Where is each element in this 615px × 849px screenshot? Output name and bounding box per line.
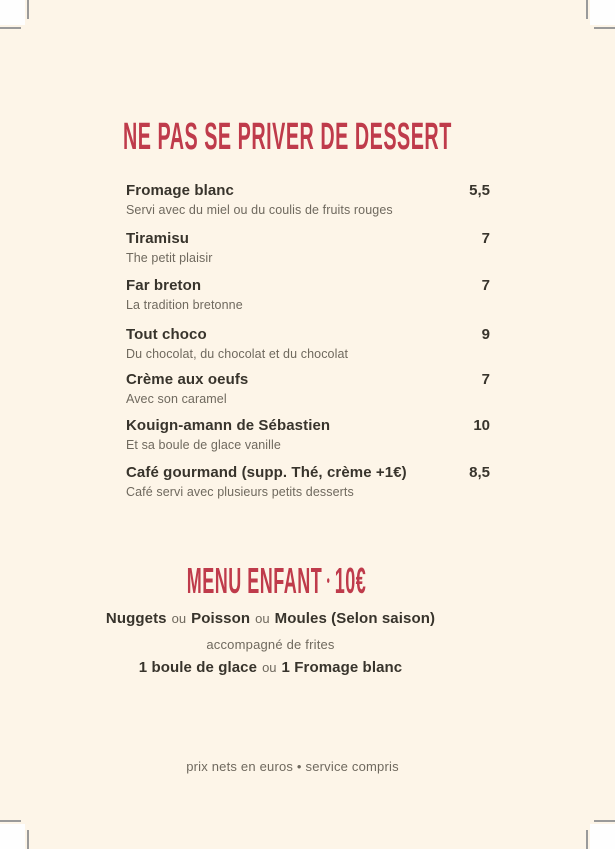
crop-mark-bottom-left-horizontal bbox=[0, 820, 21, 822]
item-description: Avec son caramel bbox=[126, 392, 227, 406]
menu-item-creme-aux-oeufs bbox=[126, 370, 490, 407]
menu-item-cafe-gourmand bbox=[126, 463, 490, 500]
kids-side-text: accompagné de frites bbox=[206, 637, 335, 652]
or-word: ou bbox=[262, 660, 277, 675]
crop-mark-top-right-vertical bbox=[586, 0, 588, 19]
kids-choice-poisson: Poisson bbox=[191, 610, 251, 627]
item-price: 10 bbox=[473, 417, 490, 434]
crop-mark-bottom-right-horizontal bbox=[594, 820, 615, 822]
dessert-section-title-wrap bbox=[123, 117, 615, 159]
menu-item-far-breton bbox=[126, 276, 490, 313]
or-word: ou bbox=[171, 611, 187, 626]
kids-menu-title-wrap bbox=[0, 561, 584, 601]
item-price: 9 bbox=[481, 326, 490, 343]
corner-bleed-bottom-left bbox=[0, 824, 25, 849]
item-name: Tiramisu bbox=[126, 230, 190, 247]
menu-item-tout-choco bbox=[126, 325, 490, 362]
dessert-section-title: NE PAS SE PRIVER DE DESSERT bbox=[123, 116, 452, 158]
kids-choice-fromage-blanc: 1 Fromage blanc bbox=[281, 659, 403, 676]
crop-mark-bottom-left-vertical bbox=[27, 830, 29, 849]
corner-bleed-top-left bbox=[0, 0, 25, 25]
item-description: La tradition bretonne bbox=[126, 298, 243, 312]
kids-menu-title-line bbox=[187, 561, 367, 601]
item-description: Du chocolat, du chocolat et du chocolat bbox=[126, 347, 349, 361]
crop-mark-top-left-horizontal bbox=[0, 27, 21, 29]
item-price: 7 bbox=[481, 230, 490, 247]
menu-item-kouign-amann bbox=[126, 416, 490, 453]
menu-item-tiramisu bbox=[126, 229, 490, 266]
item-price: 8,5 bbox=[469, 464, 490, 481]
footer-note: prix nets en euros • service compris bbox=[186, 759, 399, 774]
item-name: Tout choco bbox=[126, 326, 207, 343]
kids-menu-price: 10€ bbox=[334, 560, 367, 601]
or-word: ou bbox=[255, 611, 270, 626]
menu-item-fromage-blanc bbox=[126, 181, 490, 218]
bullet-separator: • bbox=[326, 571, 331, 591]
item-description: Et sa boule de glace vanille bbox=[126, 438, 281, 452]
kids-menu-side bbox=[0, 637, 578, 652]
item-name: Café gourmand (supp. Thé, crème +1€) bbox=[126, 464, 407, 481]
item-description: The petit plaisir bbox=[126, 251, 213, 265]
corner-bleed-top-right bbox=[590, 0, 615, 25]
item-price: 7 bbox=[481, 371, 490, 388]
item-price: 5,5 bbox=[469, 182, 490, 199]
item-name: Crème aux oeufs bbox=[126, 371, 249, 388]
kids-menu-title: MENU ENFANT bbox=[186, 560, 323, 601]
item-price: 7 bbox=[481, 277, 490, 294]
item-name: Far breton bbox=[126, 277, 202, 294]
item-name: Fromage blanc bbox=[126, 182, 234, 199]
crop-mark-top-right-horizontal bbox=[594, 27, 615, 29]
kids-choice-moules: Moules (Selon saison) bbox=[274, 610, 436, 627]
kids-choice-glace: 1 boule de glace bbox=[138, 659, 258, 676]
kids-menu-main-choices bbox=[0, 610, 578, 627]
corner-bleed-bottom-right bbox=[590, 824, 615, 849]
item-description: Servi avec du miel ou du coulis de fruits rouges bbox=[126, 203, 393, 217]
footer bbox=[0, 759, 600, 774]
item-name: Kouign-amann de Sébastien bbox=[126, 417, 331, 434]
kids-menu-dessert-choices bbox=[0, 659, 578, 676]
kids-choice-nuggets: Nuggets bbox=[105, 610, 167, 627]
crop-mark-bottom-right-vertical bbox=[586, 830, 588, 849]
crop-mark-top-left-vertical bbox=[27, 0, 29, 19]
item-description: Café servi avec plusieurs petits desserts bbox=[126, 485, 354, 499]
